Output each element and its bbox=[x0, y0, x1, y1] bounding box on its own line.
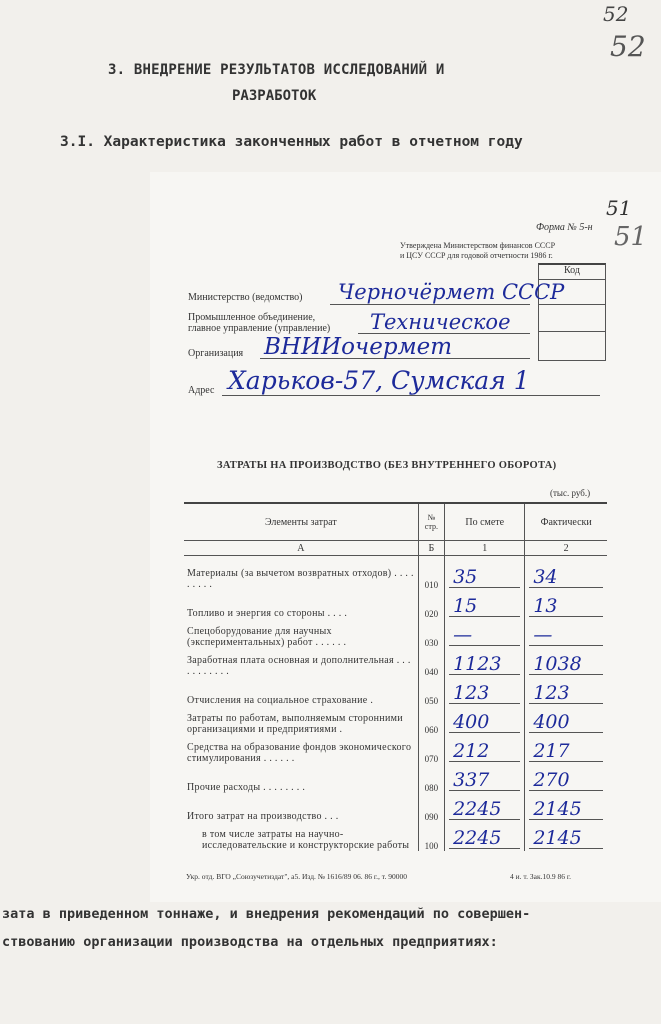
header-actual: Фактически bbox=[525, 503, 607, 541]
row-code: 070 bbox=[418, 735, 444, 764]
index-2: 2 bbox=[525, 541, 607, 556]
table-row bbox=[184, 648, 607, 677]
row-name: Средства на образование фондов экономического стимулирования . . . . . . bbox=[187, 742, 412, 764]
form-number: Форма № 5-н bbox=[536, 222, 593, 233]
row-name: Топливо и энергия со стороны . . . . bbox=[187, 608, 348, 619]
association-value: Техническое bbox=[370, 310, 511, 334]
index-b: Б bbox=[418, 541, 444, 556]
row-fact: 270 bbox=[525, 764, 607, 793]
code-box bbox=[538, 263, 606, 361]
association-label-line1: Промышленное объединение, bbox=[188, 312, 316, 323]
row-code: 080 bbox=[418, 764, 444, 793]
table-row bbox=[184, 822, 607, 851]
table-row bbox=[184, 793, 607, 822]
index-a: А bbox=[184, 541, 418, 556]
row-fact: 400 bbox=[525, 706, 607, 735]
row-fact: 34 bbox=[525, 556, 607, 591]
table-row bbox=[184, 735, 607, 764]
row-plan: 337 bbox=[445, 764, 525, 793]
row-plan: — bbox=[445, 619, 525, 648]
body-text-line2: ствованию организации производства на отдельных предприятиях: bbox=[2, 934, 498, 950]
section-title-line1: 3. ВНЕДРЕНИЕ РЕЗУЛЬТАТОВ ИССЛЕДОВАНИЙ И bbox=[108, 62, 445, 78]
row-plan: 35 bbox=[445, 556, 525, 591]
section-title-line2: РАЗРАБОТОК bbox=[232, 88, 317, 104]
header-line-no: № стр. bbox=[418, 503, 444, 541]
table-row bbox=[184, 556, 607, 591]
printer-imprint: Укр. отд. ВГО „Союзучетиздат", а5. Изд. № 1616/89 06. 86 г., т. 90000 bbox=[186, 872, 407, 881]
row-code: 060 bbox=[418, 706, 444, 735]
row-plan: 212 bbox=[445, 735, 525, 764]
row-plan: 15 bbox=[445, 590, 525, 619]
header-elements: Элементы затрат bbox=[184, 503, 418, 541]
row-code: 100 bbox=[418, 822, 444, 851]
body-text-line1: зата в приведенном тоннаже, и внедрения рекомендаций по совершен- bbox=[2, 906, 531, 922]
association-label-line2: главное управление (управление) bbox=[188, 323, 331, 334]
section-subtitle: 3.I. Характеристика законченных работ в отчетном году bbox=[60, 134, 523, 150]
row-name: Заработная плата основная и дополнительная . . . . . . . . . . . bbox=[187, 655, 411, 677]
row-plan: 2245 bbox=[445, 822, 525, 851]
units-label: (тыс. руб.) bbox=[550, 488, 591, 498]
row-name: Материалы (за вычетом возвратных отходов) . . . . . . . . . bbox=[187, 568, 414, 590]
row-name: Прочие расходы . . . . . . . . bbox=[187, 782, 306, 793]
ministry-label: Министерство (ведомство) bbox=[188, 292, 303, 303]
address-value: Харьков-57, Сумская 1 bbox=[228, 366, 530, 395]
organization-label: Организация bbox=[188, 348, 244, 359]
row-plan: 400 bbox=[445, 706, 525, 735]
row-code: 050 bbox=[418, 677, 444, 706]
table-row bbox=[184, 677, 607, 706]
row-code: 030 bbox=[418, 619, 444, 648]
row-fact: 123 bbox=[525, 677, 607, 706]
row-name: Затраты по работам, выполняемым сторонними организациями и предприятиями . bbox=[187, 713, 403, 735]
row-fact: 217 bbox=[525, 735, 607, 764]
index-1: 1 bbox=[445, 541, 525, 556]
row-name: Спецоборудование для научных (экспериментальных) работ . . . . . . bbox=[187, 626, 347, 648]
row-code: 020 bbox=[418, 590, 444, 619]
sheet-page-number-alt: 51 bbox=[614, 222, 648, 252]
costs-table bbox=[184, 502, 607, 851]
address-label: Адрес bbox=[188, 385, 215, 396]
row-fact: 1038 bbox=[525, 648, 607, 677]
approval-line2: и ЦСУ СССР для годовой отчетности 1986 г. bbox=[400, 251, 553, 260]
code-header: Код bbox=[564, 265, 580, 276]
row-name: Итого затрат на производство . . . bbox=[187, 811, 339, 822]
table-row bbox=[184, 706, 607, 735]
page-number-alt: 52 bbox=[610, 30, 646, 63]
row-code: 010 bbox=[418, 556, 444, 591]
row-fact: 2145 bbox=[525, 793, 607, 822]
row-name: в том числе затраты на научно-исследовательские и конструкторские работы bbox=[202, 829, 410, 851]
approval-line1: Утверждена Министерством финансов СССР bbox=[400, 241, 556, 250]
page-number: 52 bbox=[603, 2, 629, 26]
row-plan: 123 bbox=[445, 677, 525, 706]
header-plan: По смете bbox=[445, 503, 525, 541]
table-row bbox=[184, 619, 607, 648]
table-title: ЗАТРАТЫ НА ПРОИЗВОДСТВО (БЕЗ ВНУТРЕННЕГО ОБОРОТА) bbox=[217, 460, 557, 471]
ministry-value: Черночёрмет СССР bbox=[338, 280, 565, 304]
sheet-page-number: 51 bbox=[606, 196, 632, 220]
organization-value: ВНИИочермет bbox=[264, 334, 453, 360]
table-row bbox=[184, 764, 607, 793]
printer-order: 4 и. т. Зак.10.9 86 г. bbox=[510, 872, 571, 881]
row-code: 090 bbox=[418, 793, 444, 822]
row-plan: 1123 bbox=[445, 648, 525, 677]
row-fact: 2145 bbox=[525, 822, 607, 851]
row-code: 040 bbox=[418, 648, 444, 677]
table-row bbox=[184, 590, 607, 619]
row-fact: — bbox=[525, 619, 607, 648]
row-plan: 2245 bbox=[445, 793, 525, 822]
row-fact: 13 bbox=[525, 590, 607, 619]
row-name: Отчисления на социальное страхование . bbox=[187, 695, 374, 706]
